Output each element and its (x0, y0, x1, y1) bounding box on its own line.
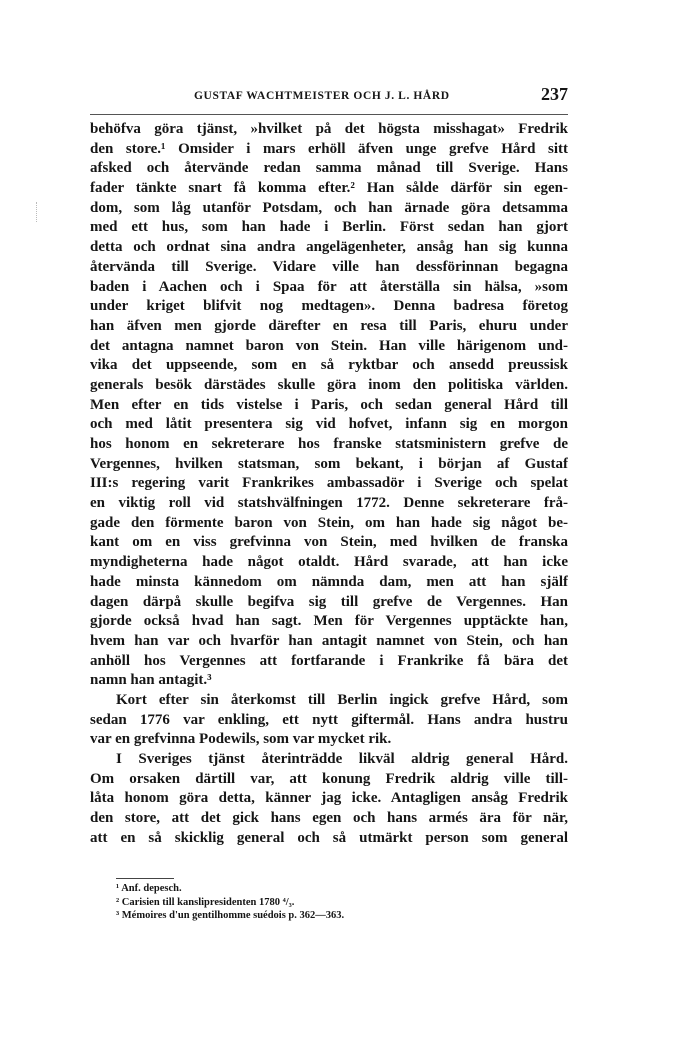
text-line: Om orsaken därtill var, att konung Fredrik aldrig ville till- (90, 770, 568, 787)
text-line: detta och ordnat sina andra angelägenheter, ansåg han sig kunna (90, 239, 568, 256)
footnote: ² Carisien till kanslipresidenten 1780 ⁴/₃. (116, 896, 295, 908)
page-number: 237 (541, 84, 568, 104)
text-line: hos honom en sekreterare hos franske statsministern grefve de (90, 436, 568, 452)
text-line: anhöll hos Vergennes att fortfarande i Frankrike få bära det (90, 652, 568, 669)
text-line: vika det uppseende, som en så ryktbar och ansedd preussisk (90, 357, 568, 374)
text-line: hade minsta kännedom om nämnda dam, men att han själf (90, 573, 568, 590)
text-line: att en så skicklig general och så utmärkt person som general (90, 829, 568, 846)
text-line: den store.¹ Omsider i mars erhöll äfven unge grefve Hård sitt (90, 140, 568, 157)
text-line: hvem han var och hvarför han antagit namnet von Stein, och han (90, 632, 568, 649)
text-line: under kriget blifvit nog medtagen». Denna badresa företog (90, 298, 568, 315)
text-line: afsked och återvände redan samma månad till Sverige. Hans (90, 160, 568, 177)
text-line: återvända till Sverige. Vidare ville han dessförinnan begagna (90, 258, 568, 275)
text-line: var en grefvinna Podewils, som var mycket rik. (90, 731, 392, 748)
text-line: generals besök därstädes skulle göra inom den politiska världen. (90, 376, 568, 393)
text-line: Kort efter sin återkomst till Berlin ingick grefve Hård, som (116, 691, 568, 708)
text-line: behöfva göra tjänst, »hvilket på det högsta misshagat» Fredrik (90, 121, 568, 137)
footnote: ³ Mémoires d'un gentilhomme suédois p. 362—363. (116, 910, 345, 921)
text-line: det antagna namnet baron von Stein. Han ville härigenom und- (90, 337, 568, 354)
footnote-rule (116, 878, 174, 879)
text-line: namn han antagit.³ (90, 672, 212, 689)
body-text (90, 120, 568, 848)
text-line: dom, som låg utanför Potsdam, och han ärnade göra detsamma (90, 199, 568, 216)
text-line: Vergennes, hvilken statsman, som bekant, i början af Gustaf (90, 455, 568, 472)
text-line: sedan 1776 var enkling, ett nytt giftermål. Hans andra hustru (90, 711, 568, 728)
text-line: gade den förmente baron von Stein, om han hade sig något be- (90, 514, 568, 531)
text-line: fader tänkte snart få komma efter.² Han sålde därför sin egen- (90, 180, 568, 197)
text-line: dagen därpå skulle begifva sig till grefve de Vergennes. Han (90, 593, 568, 610)
text-line: med ett hus, som han hade i Berlin. Först sedan han gjort (90, 219, 568, 236)
text-line: låta honom göra detta, känner jag icke. Antagligen ansåg Fredrik (90, 790, 568, 807)
footnotes (116, 882, 536, 923)
running-head (90, 86, 570, 110)
margin-mark (36, 202, 38, 222)
text-line: den store, att det gick hans egen och hans armés ära för när, (90, 810, 568, 827)
header-rule (90, 114, 568, 115)
text-line: baden i Aachen och i Spaa för att återställa sin hälsa, »som (90, 278, 568, 295)
text-line: III:s regering varit Frankrikes ambassadör i Sverige och spelat (90, 475, 568, 492)
text-line: kant om en viss grefvinna von Stein, med hvilken de franska (90, 534, 568, 551)
text-line: en viktig roll vid statshvälfningen 1772. Denne sekreterare frå- (90, 495, 568, 512)
text-line: han äfven men gjorde därefter en resa till Paris, ehuru under (90, 317, 568, 334)
text-line: Men efter en tids vistelse i Paris, och sedan general Hård till (90, 396, 568, 413)
text-line: gjorde också hvad han sagt. Men för Vergennes upptäckte han, (90, 613, 568, 630)
text-line: myndigheterna hade något otaldt. Hård svarade, att han icke (90, 554, 568, 571)
running-title: GUSTAF WACHTMEISTER OCH J. L. HÅRD (194, 90, 450, 102)
text-line: och med låtit presentera sig vid hofvet, infann sig en morgon (90, 416, 568, 433)
footnote: ¹ Anf. depesch. (116, 883, 182, 894)
text-line: I Sveriges tjänst återinträdde likväl aldrig general Hård. (116, 751, 568, 767)
